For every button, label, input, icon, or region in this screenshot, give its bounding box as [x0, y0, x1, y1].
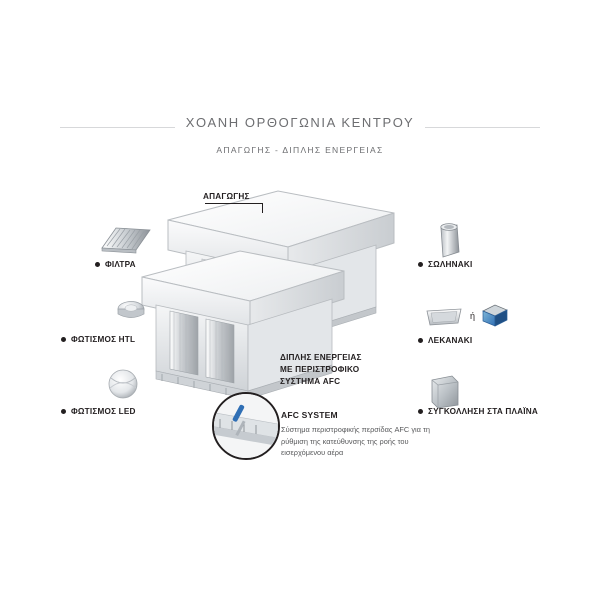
label-pipe: ΣΩΛΗΝΑΚΙ [428, 260, 473, 269]
afc-detail-image [214, 394, 278, 458]
label-dual-energy-3: ΣΥΣΤΗΜΑ AFC [280, 377, 341, 386]
label-lighting-led: ΦΩΤΙΣΜΟΣ LED [71, 407, 136, 416]
bullet-side-welding [418, 409, 423, 414]
filters-thumbnail [100, 224, 152, 256]
afc-title: AFC SYSTEM [281, 410, 338, 420]
bullet-lighting-led [61, 409, 66, 414]
bullet-filters [95, 262, 100, 267]
pipe-thumbnail [434, 222, 464, 260]
label-side-welding: ΣΥΓΚΟΛΛΗΣΗ ΣΤΑ ΠΛΑΪΝΑ [428, 407, 538, 416]
afc-description: Σύστημα περιστροφικής περσίδας AFC για τη ρύθμιση της κατεύθυνσης της ροής του εισερχόμενου αέρα [281, 425, 431, 457]
label-exhaust: ΑΠΑΓΩΓΗΣ [203, 192, 250, 201]
lighting-htl-thumbnail [114, 297, 148, 323]
page-subtitle: ΑΠΑΓΩΓΗΣ - ΔΙΠΛΗΣ ΕΝΕΡΓΕΙΑΣ [216, 145, 384, 155]
bullet-lighting-htl [61, 337, 66, 342]
hood-illustration [140, 185, 420, 425]
label-dual-energy-2: ΜΕ ΠΕΡΙΣΤΡΟΦΙΚΟ [280, 365, 360, 374]
side-welding-thumbnail [428, 374, 462, 410]
leader-exhaust [205, 203, 263, 204]
label-filters: ΦΙΛΤΡΑ [105, 260, 136, 269]
label-dual-energy-1: ΔΙΠΛΗΣ ΕΝΕΡΓΕΙΑΣ [280, 353, 362, 362]
bullet-basin [418, 338, 423, 343]
lighting-led-thumbnail [105, 368, 141, 400]
page-title: ΧΟΑΝΗ ΟΡΘΟΓΩΝΙΑ ΚΕΝΤΡΟΥ [185, 115, 415, 130]
bullet-pipe [418, 262, 423, 267]
basin-alt-thumbnail [481, 303, 509, 329]
label-basin-or: ή [470, 311, 476, 321]
label-basin: ΛΕΚΑΝΑΚΙ [428, 336, 473, 345]
leader-exhaust-tick [262, 203, 263, 213]
label-lighting-htl: ΦΩΤΙΣΜΟΣ HTL [71, 335, 136, 344]
basin-thumbnail [424, 305, 464, 329]
afc-detail-callout [212, 392, 280, 460]
